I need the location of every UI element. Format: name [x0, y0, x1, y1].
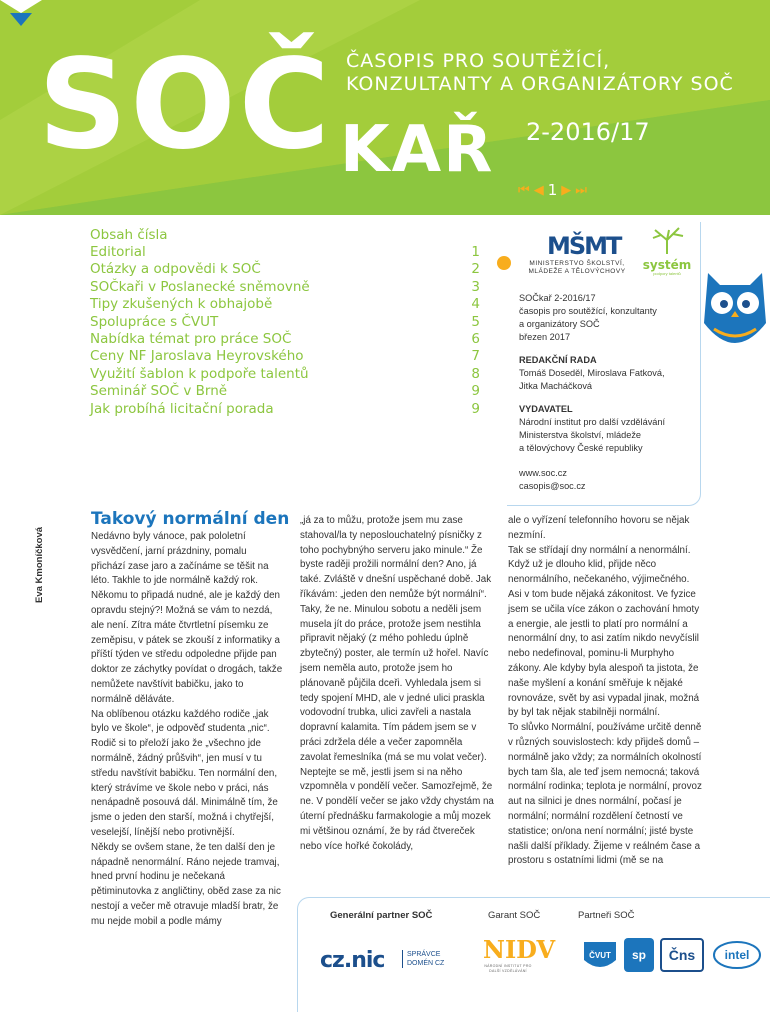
- msmt-mark: MŠMT: [547, 232, 621, 260]
- article-title: Takový normální den: [91, 509, 290, 529]
- cznic-tagline-line: DOMÉN CZ: [407, 960, 445, 967]
- cvut-logo[interactable]: [580, 938, 620, 972]
- next-page-icon[interactable]: ▶: [561, 182, 572, 198]
- toc-heading: Obsah čísla: [90, 227, 168, 243]
- guarantor-label: Garant SOČ: [488, 910, 541, 921]
- nidv-mark: NIDV: [483, 935, 556, 964]
- msmt-text: MINISTERSTVO ŠKOLSTVÍ, MLÁDEŽE A TĚLOVÝCHOVY: [528, 260, 626, 275]
- publisher-line: a tělovýchovy České republiky: [519, 443, 643, 453]
- first-page-icon[interactable]: ⏮: [518, 182, 530, 198]
- toc-item[interactable]: [90, 279, 480, 296]
- previous-page-icon[interactable]: ◀: [533, 182, 544, 198]
- msmt-logo: [517, 232, 637, 276]
- email-link[interactable]: casopis@soc.cz: [519, 481, 586, 491]
- toc-item[interactable]: [90, 331, 480, 348]
- toc-item[interactable]: [90, 296, 480, 313]
- toc-item-page: 7: [471, 348, 480, 365]
- last-page-icon[interactable]: ⏭: [575, 182, 587, 198]
- cvut-shield-icon: [580, 938, 620, 972]
- paragraph: Nedávno byly vánoce, pak pololetní vysvědčení, jarní prázdniny, pomalu přichází zase jaro a začínáme se těšit na léto. Takhle to jde normálně každý rok. Někomu to připadá nudné, ale je každý den opravdu stejný?! Možná se vám to nezdá, ale není. Zítra máte čtvrtletní písemku ze zeměpisu, v pátek se zkouší z informatiky a příští týden ve středu odpoledne přijde pan doktor ze záchytky povídat o drogách, takže nemůžete navštívit babičku, jako to normálně děláváte.: [91, 531, 283, 705]
- web-link[interactable]: www.soc.cz: [519, 468, 567, 478]
- system-tree-icon: [647, 226, 687, 254]
- publisher-heading: VYDAVATEL: [519, 404, 573, 414]
- toc-item-page: 2: [471, 261, 480, 278]
- toc-item-label: Ceny NF Jaroslava Heyrovského: [90, 348, 304, 365]
- toc-item-page: 9: [471, 400, 480, 417]
- system-word: systém: [642, 258, 692, 272]
- table-of-contents: [90, 227, 480, 418]
- current-page: 1: [547, 181, 558, 199]
- article-author: Eva Kmoníčková: [34, 526, 45, 603]
- toc-item[interactable]: [90, 244, 480, 261]
- imprint-line: březen 2017: [519, 332, 571, 342]
- issue-number: 2-2016/17: [526, 118, 650, 146]
- intel-logo-text: intel: [724, 948, 750, 962]
- publisher-line: Národní institut pro další vzdělávání: [519, 417, 666, 427]
- nidv-logo[interactable]: [483, 935, 556, 973]
- paragraph: Na oblíbenou otázku každého rodiče „jak bylo ve škole“, je odpověď studenta „nic“. Rodič si to přeloží jako že „všechno jde normálně, žádný průšvih“, jen musí v tu středu navštívit babičku. Ten normální den, který strávíme ve škole nebo v práci, nás nenápadně posouvá dál. Minimálně tím, že jsme o jeden den starší, možná i chytřejší, veselejší, línější nebo protivnější.: [91, 708, 278, 838]
- toc-item[interactable]: [90, 383, 480, 400]
- intel-swoosh-icon: [712, 940, 762, 970]
- article-column-2: [300, 514, 494, 854]
- cznic-logo[interactable]: cz.nic: [320, 948, 385, 973]
- article-column-1: [91, 530, 283, 930]
- toc-item-label: Editorial: [90, 244, 146, 260]
- toc-item-page: 3: [471, 278, 480, 295]
- toc-item-label: Využití šablon k podpoře talentů: [90, 365, 309, 382]
- intel-logo[interactable]: [712, 938, 762, 972]
- logo-soc: SOČ: [38, 33, 333, 177]
- paragraph: ale o vyřízení telefonního hovoru se nějak nezmíní.: [508, 515, 690, 541]
- toc-item-label: Nabídka témat pro práce SOČ: [90, 331, 292, 348]
- board-line: Tomáš Doseděl, Miroslava Fatková,: [519, 368, 665, 378]
- toc-item[interactable]: [90, 348, 480, 365]
- imprint-line: časopis pro soutěžící, konzultanty: [519, 306, 657, 316]
- toc-item-page: 5: [471, 313, 480, 330]
- toc-item[interactable]: [90, 314, 480, 331]
- tagline-line2: KONZULTANTY A ORGANIZÁTORY SOČ: [346, 73, 734, 95]
- system-logo: [637, 226, 697, 276]
- toc-item-label: Jak probíhá licitační porada: [90, 400, 274, 417]
- paragraph: Tak se střídají dny normální a nenormální. Když už je dlouho klid, přijde něco nenormálního, nečekaného, výjimečného. Asi v tom bude nějaká zákonitost. Ve fyzice jsem se učila více zákon o zachování hmoty a energie, ale jestli to platí pro normální a nenormální dny, to asi zatím nikdo nevyčíslil nebo nedefinoval, pominu-li Murphyho zákony. Ale kdyby byla alespoň ta jistota, že naše myšlení a konání směřuje k nějaké rovnováze, svět by asi vypadal jinak, možná by byl tak nějak stabilněji normální.: [508, 544, 700, 719]
- article-column-3: [508, 514, 702, 869]
- board-line: Jitka Macháčková: [519, 381, 593, 391]
- sp-logo[interactable]: sp: [624, 938, 654, 972]
- publisher-line: Ministerstva školství, mládeže: [519, 430, 642, 440]
- tagline: [346, 50, 734, 96]
- nidv-subtitle: NÁRODNÍ INSTITUT PRO DALŠÍ VZDĚLÁVÁNÍ: [484, 964, 532, 973]
- masthead: [0, 0, 770, 215]
- imprint-line: SOČkař 2-2016/17: [519, 293, 596, 303]
- toc-item[interactable]: [90, 261, 480, 278]
- paragraph: „já za to můžu, protože jsem mu zase stahoval/la ty neposlouchatelný písničky z toho pochybnýho serveru jako minule.“ Že byste raději prožili normální den? Ano, já také. Zvláště v dnešní uspěchané době. Jak říkávám: „jeden den nemůže být normální“. Taky, že ne. Minulou sobotu a neděli jsem musela jít do práce, protože jsem nestihla připravit nějaký (z mého pohledu úplně zbytečný) poster, ale termín už hořel. Navíc jsem neměla auto, protože jsem ho plánovaně půjčila dceři. Vyhledala jsem si tedy spojení MHD, ale v jedné ulici praskla vodovodní trubka, ulici zavřeli a nastala dopravní kalamita. Tím pádem jsem se v práci zdržela déle a večer zapomněla zavolat řemeslníka (má se mu volat večer).: [300, 515, 492, 763]
- logo-caron-icon: [0, 0, 42, 26]
- cns-logo[interactable]: Čns: [660, 938, 704, 972]
- tagline-line1: ČASOPIS PRO SOUTĚŽÍCÍ,: [346, 50, 611, 72]
- logo-kar: KAŘ: [340, 113, 495, 187]
- toc-item-label: Otázky a odpovědi k SOČ: [90, 261, 261, 278]
- system-sub: podpory talentů: [653, 271, 681, 276]
- toc-item[interactable]: [90, 366, 480, 383]
- toc-item-label: Tipy zkušených k obhajobě: [90, 296, 273, 313]
- imprint-line: a organizátory SOČ: [519, 319, 600, 329]
- toc-item[interactable]: [90, 401, 480, 418]
- imprint-box: [507, 222, 701, 506]
- paragraph: To slůvko Normální, používáme určitě denně v různých souvislostech: kdy přijdeš domů – normálně jako vždy; za normálních okolností bych tam šla, ale teď jsem nemocná; taková normální rodinka; teplota je normální, provoz aut na silnici je dnes normální, počasí je normální; normální rozdělení četností ve statistice; on/ona není normální; jisté byste našli další příklady. Žijeme v reálném čase a prostoru s ostatními lidmi (mě se na: [508, 722, 702, 867]
- paragraph: Neptejte se mě, jestli jsem si na něho vzpomněla v pondělí večer. Samozřejmě, že ne. V pondělí večer se jako vždy chystám na úterní přednášku farmakologie a můj mozek mi většinou oznámí, že by rád čtvereček nebo více hořké čokolády,: [300, 766, 494, 852]
- toc-item-page: 4: [471, 296, 480, 313]
- toc-item-label: Spolupráce s ČVUT: [90, 313, 219, 330]
- partners-label: Partneři SOČ: [578, 910, 635, 921]
- toc-item-page: 9: [471, 383, 480, 400]
- partners-box: [297, 897, 770, 1012]
- toc-item-page: 1: [471, 244, 480, 260]
- cvut-logo-text: ČVUT: [589, 951, 611, 960]
- board-heading: REDAKČNÍ RADA: [519, 355, 597, 365]
- paragraph: Někdy se ovšem stane, že ten další den je nápadně nenormální. Ráno nejede tramvaj, hned první hodinu je nečekaná pětiminutovka z angličtiny, oběd zase za nic nestojí a večer mě otravuje mladší bratr, že mu nejde mobil a podle mámy: [91, 841, 281, 927]
- general-partner-label: Generální partner SOČ: [330, 910, 433, 921]
- imprint-intro: [519, 292, 700, 344]
- cznic-tagline: [402, 950, 444, 968]
- cznic-tagline-line: SPRÁVCE: [407, 951, 441, 958]
- owl-mascot-icon: [700, 263, 770, 358]
- toc-item-page: 8: [471, 365, 480, 382]
- toc-item-page: 6: [471, 331, 480, 348]
- toc-item-label: Seminář SOČ v Brně: [90, 383, 228, 400]
- toc-item-label: SOČkaři v Poslanecké sněmovně: [90, 278, 310, 295]
- page-navigation: [518, 181, 587, 199]
